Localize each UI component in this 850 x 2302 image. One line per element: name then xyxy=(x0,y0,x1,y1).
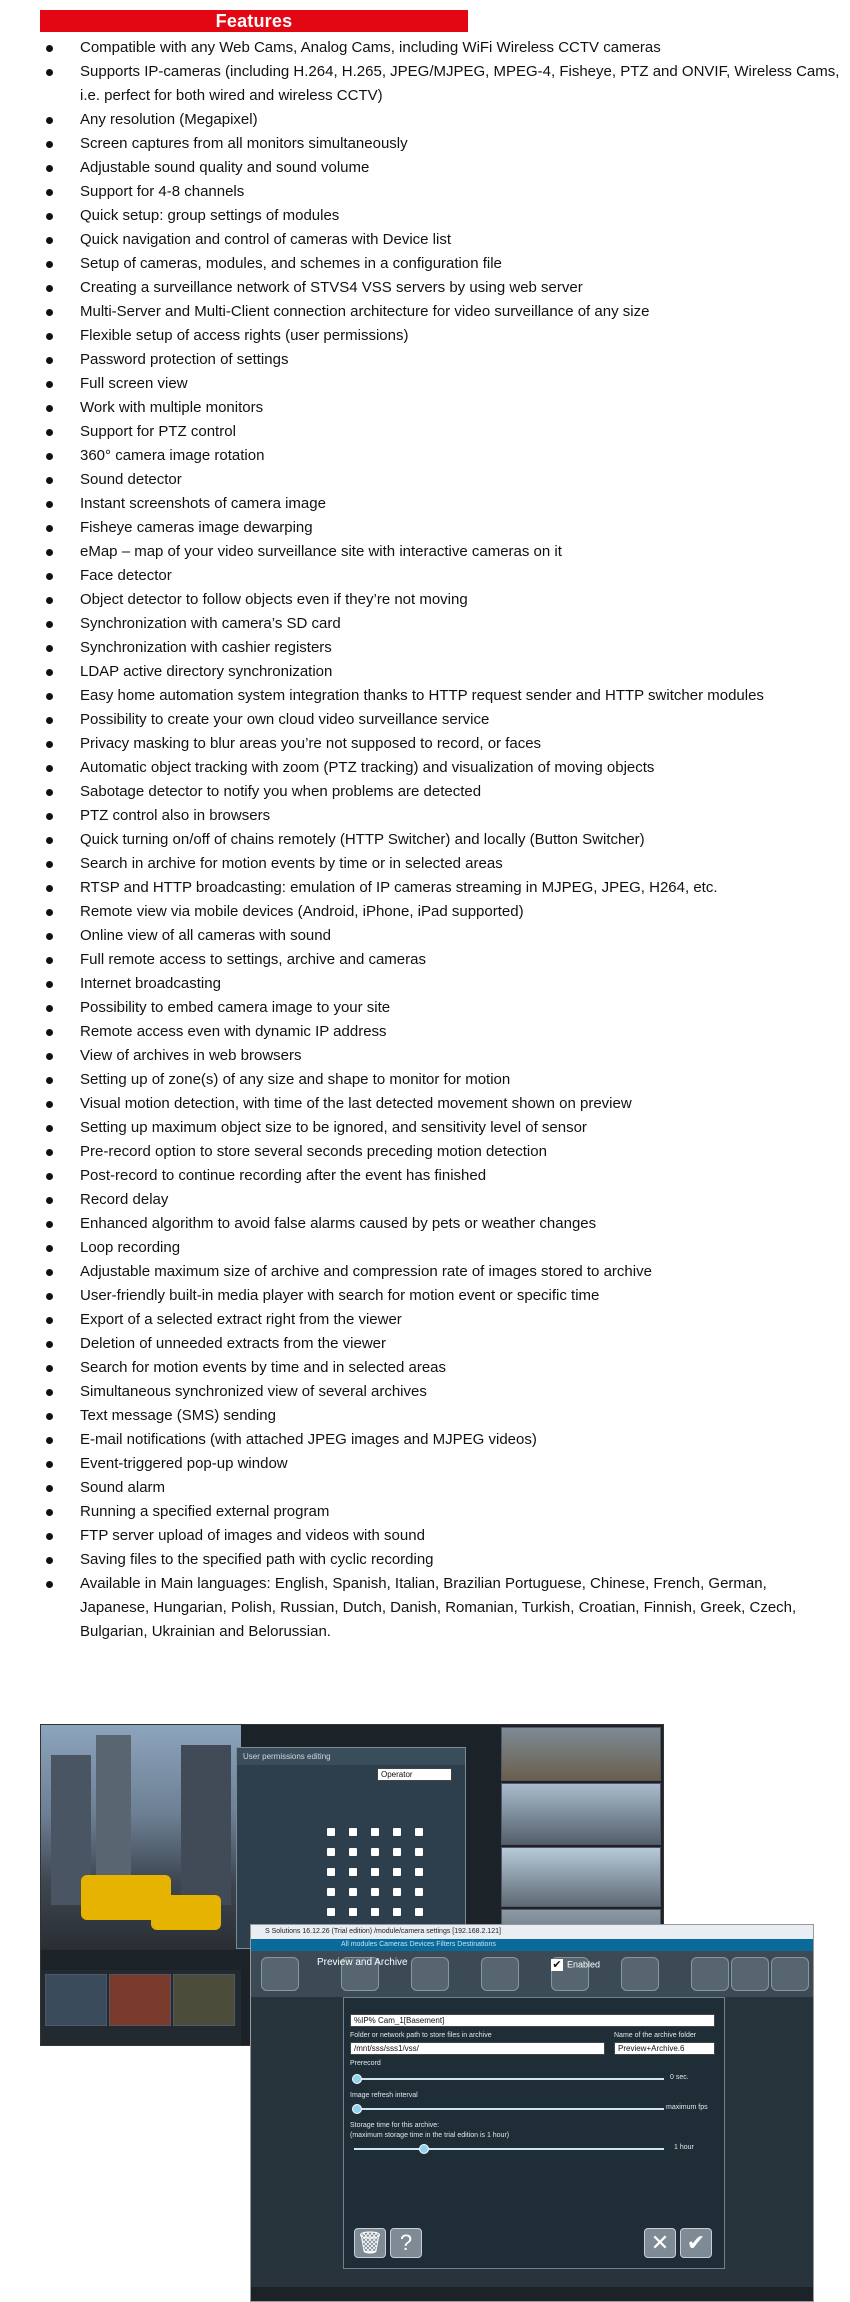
window-title: S Solutions 16.12.26 (Trial edition) /module/camera settings [192.168.2.121] xyxy=(251,1925,813,1939)
feature-text: 360° camera image rotation xyxy=(80,447,265,464)
feature-item xyxy=(30,1332,840,1356)
feature-text: Fisheye cameras image dewarping xyxy=(80,519,313,536)
bullet-icon xyxy=(46,861,53,868)
feature-item xyxy=(30,492,840,516)
feature-text: Setting up of zone(s) of any size and shape to monitor for motion xyxy=(80,1071,511,1088)
slider-knob[interactable] xyxy=(352,2104,362,2114)
feature-item xyxy=(30,924,840,948)
feature-text: Available in Main languages: English, Spanish, Italian, Brazilian Portuguese, Chinese, French, German, Japanese, Hungarian, Polish, Russian, Dutch, Danish, Romanian, Turkish, Croatian, Finnish, Greek, Czech, Bulgarian, Ukrainian and Belorussian. xyxy=(80,1575,797,1640)
feature-text: Automatic object tracking with zoom (PTZ tracking) and visualization of moving objects xyxy=(80,759,655,776)
bullet-icon xyxy=(46,117,53,124)
archive-folder-label: Name of the archive folder xyxy=(614,2032,697,2039)
feature-item xyxy=(30,876,840,900)
bullet-icon xyxy=(46,237,53,244)
feature-text: View of archives in web browsers xyxy=(80,1047,302,1064)
feature-item xyxy=(30,1068,840,1092)
bullet-icon xyxy=(46,1581,53,1588)
feature-text: Sabotage detector to notify you when problems are detected xyxy=(80,783,482,800)
feature-item xyxy=(30,900,840,924)
feature-text: Online view of all cameras with sound xyxy=(80,927,331,944)
slider-knob[interactable] xyxy=(419,2144,429,2154)
feature-text: Any resolution (Megapixel) xyxy=(80,111,258,128)
confirm-button[interactable]: ✔ xyxy=(680,2228,712,2258)
bullet-icon xyxy=(46,477,53,484)
bullet-icon xyxy=(46,1389,53,1396)
bullet-icon xyxy=(46,1149,53,1156)
module-icon[interactable] xyxy=(621,1957,659,1991)
bullet-icon xyxy=(46,1221,53,1228)
storage-value: 1 hour xyxy=(674,2144,694,2151)
thumbnail-strip xyxy=(41,1970,241,2045)
role-dropdown[interactable]: Operator xyxy=(377,1768,452,1781)
feature-text: Event-triggered pop-up window xyxy=(80,1455,288,1472)
feature-text: eMap – map of your video surveillance site with interactive cameras on it xyxy=(80,543,562,560)
feature-text: Creating a surveillance network of STVS4 VSS servers by using web server xyxy=(80,279,583,296)
feature-item xyxy=(30,780,840,804)
feature-item xyxy=(30,1428,840,1452)
user-permissions-dialog[interactable] xyxy=(236,1747,466,1949)
feature-item xyxy=(30,468,840,492)
settings-panel xyxy=(343,1997,725,2269)
bullet-icon xyxy=(46,1125,53,1132)
feature-item xyxy=(30,828,840,852)
bullet-icon xyxy=(46,1485,53,1492)
bullet-icon xyxy=(46,645,53,652)
feature-text: Face detector xyxy=(80,567,172,584)
feature-item xyxy=(30,1404,840,1428)
feature-item xyxy=(30,708,840,732)
feature-item xyxy=(30,540,840,564)
features-heading: Features xyxy=(40,10,468,32)
bullet-icon xyxy=(46,1461,53,1468)
feature-text: Visual motion detection, with time of the last detected movement shown on preview xyxy=(80,1095,632,1112)
feature-text: Flexible setup of access rights (user permissions) xyxy=(80,327,409,344)
feature-text: Search in archive for motion events by time or in selected areas xyxy=(80,855,503,872)
feature-text: Search for motion events by time and in selected areas xyxy=(80,1359,447,1376)
bullet-icon xyxy=(46,1077,53,1084)
feature-item xyxy=(30,1092,840,1116)
feature-text: Work with multiple monitors xyxy=(80,399,264,416)
bullet-icon xyxy=(46,1437,53,1444)
feature-item xyxy=(30,36,840,60)
feature-text: Multi-Server and Multi-Client connection architecture for video surveillance of any size xyxy=(80,303,650,320)
bullet-icon xyxy=(46,669,53,676)
bullet-icon xyxy=(46,717,53,724)
bullet-icon xyxy=(46,141,53,148)
feature-text: Quick setup: group settings of modules xyxy=(80,207,340,224)
feature-item xyxy=(30,804,840,828)
bullet-icon xyxy=(46,1053,53,1060)
feature-text: Possibility to embed camera image to your site xyxy=(80,999,391,1016)
feature-item xyxy=(30,1020,840,1044)
feature-item xyxy=(30,444,840,468)
feature-text: Adjustable sound quality and sound volume xyxy=(80,159,370,176)
name-field[interactable]: %IP% Cam_1[Basement] xyxy=(350,2014,715,2027)
bullet-icon xyxy=(46,69,53,76)
feature-item xyxy=(30,276,840,300)
feature-text: Support for PTZ control xyxy=(80,423,236,440)
bullet-icon xyxy=(46,165,53,172)
feature-item xyxy=(30,972,840,996)
feature-item xyxy=(30,564,840,588)
feature-item xyxy=(30,1380,840,1404)
feature-item xyxy=(30,1452,840,1476)
feature-item xyxy=(30,60,840,108)
feature-text: Record delay xyxy=(80,1191,169,1208)
feature-item xyxy=(30,1356,840,1380)
feature-text: Full remote access to settings, archive and cameras xyxy=(80,951,426,968)
ftp-icon[interactable] xyxy=(771,1957,809,1991)
feature-text: Internet broadcasting xyxy=(80,975,221,992)
bullet-icon xyxy=(46,1365,53,1372)
bullet-icon xyxy=(46,1269,53,1276)
bullet-icon xyxy=(46,357,53,364)
feature-item xyxy=(30,348,840,372)
bullet-icon xyxy=(46,1245,53,1252)
dialog-title: User permissions editing xyxy=(237,1748,465,1765)
camera-settings-screenshot xyxy=(250,1924,814,2302)
bullet-icon xyxy=(46,1341,53,1348)
refresh-value: maximum fps xyxy=(666,2104,708,2111)
bullet-icon xyxy=(46,1173,53,1180)
feature-text: User-friendly built-in media player with search for motion event or specific time xyxy=(80,1287,600,1304)
feature-text: Compatible with any Web Cams, Analog Cams, including WiFi Wireless CCTV cameras xyxy=(80,39,661,56)
feature-text: Remote access even with dynamic IP address xyxy=(80,1023,387,1040)
feature-text: Possibility to create your own cloud video surveillance service xyxy=(80,711,490,728)
bullet-icon xyxy=(46,333,53,340)
bullet-icon xyxy=(46,885,53,892)
feature-text: Simultaneous synchronized view of several archives xyxy=(80,1383,427,1400)
feature-text: Object detector to follow objects even if they’re not moving xyxy=(80,591,468,608)
storage-label: Storage time for this archive: xyxy=(350,2122,440,2129)
module-title: Preview and Archive xyxy=(317,1957,408,1968)
feature-text: Setup of cameras, modules, and schemes in a configuration file xyxy=(80,255,502,272)
feature-item xyxy=(30,948,840,972)
path-label: Folder or network path to store files in archive xyxy=(350,2032,492,2039)
feature-text: FTP server upload of images and videos with sound xyxy=(80,1527,425,1544)
feature-item xyxy=(30,1044,840,1068)
bullet-icon xyxy=(46,381,53,388)
feature-item xyxy=(30,180,840,204)
feature-item xyxy=(30,684,840,708)
feature-text: Post-record to continue recording after the event has finished xyxy=(80,1167,487,1184)
feature-item xyxy=(30,156,840,180)
bullet-icon xyxy=(46,213,53,220)
feature-item xyxy=(30,1476,840,1500)
feature-text: Export of a selected extract right from the viewer xyxy=(80,1311,402,1328)
feature-item xyxy=(30,1500,840,1524)
bullet-icon xyxy=(46,501,53,508)
feature-item xyxy=(30,1116,840,1140)
bullet-icon xyxy=(46,837,53,844)
enabled-toggle[interactable]: ✔ Enabled xyxy=(552,1959,601,1971)
delete-button[interactable]: 🗑 xyxy=(354,2228,386,2258)
feature-text: LDAP active directory synchronization xyxy=(80,663,333,680)
slider-knob[interactable] xyxy=(352,2074,362,2084)
feature-text: Supports IP-cameras (including H.264, H.265, JPEG/MJPEG, MPEG-4, Fisheye, PTZ and ONVIF, Wireless Cams, i.e. perfect for both wired and wireless CCTV) xyxy=(80,63,840,104)
feature-text: Adjustable maximum size of archive and compression rate of images stored to archive xyxy=(80,1263,652,1280)
feature-text: Synchronization with camera’s SD card xyxy=(80,615,341,632)
bullet-icon xyxy=(46,693,53,700)
feature-text: Instant screenshots of camera image xyxy=(80,495,326,512)
bullet-icon xyxy=(46,1533,53,1540)
module-icon[interactable] xyxy=(411,1957,449,1991)
bullet-icon xyxy=(46,1293,53,1300)
feature-item xyxy=(30,108,840,132)
feature-item xyxy=(30,396,840,420)
bullet-icon xyxy=(46,1101,53,1108)
feature-item xyxy=(30,756,840,780)
features-list xyxy=(30,36,840,1644)
bullet-icon xyxy=(46,549,53,556)
feature-text: Sound alarm xyxy=(80,1479,166,1496)
bullet-icon xyxy=(46,1005,53,1012)
feature-item xyxy=(30,588,840,612)
bullet-icon xyxy=(46,1029,53,1036)
ftp-icon[interactable] xyxy=(731,1957,769,1991)
feature-text: Screen captures from all monitors simultaneously xyxy=(80,135,408,152)
feature-item xyxy=(30,612,840,636)
feature-text: Running a specified external program xyxy=(80,1503,330,1520)
feature-item xyxy=(30,636,840,660)
bullet-icon xyxy=(46,813,53,820)
bullet-icon xyxy=(46,573,53,580)
feature-text: Full screen view xyxy=(80,375,188,392)
bullet-icon xyxy=(46,621,53,628)
feature-item xyxy=(30,1188,840,1212)
feature-item xyxy=(30,300,840,324)
feature-text: Text message (SMS) sending xyxy=(80,1407,276,1424)
feature-text: Password protection of settings xyxy=(80,351,289,368)
feature-text: Synchronization with cashier registers xyxy=(80,639,332,656)
refresh-label: Image refresh interval xyxy=(350,2092,418,2099)
feature-text: E-mail notifications (with attached JPEG images and MJPEG videos) xyxy=(80,1431,537,1448)
feature-item xyxy=(30,1572,840,1644)
prerecord-label: Prerecord xyxy=(350,2060,381,2067)
bullet-icon xyxy=(46,789,53,796)
feature-item xyxy=(30,1308,840,1332)
feature-item xyxy=(30,516,840,540)
feature-text: Pre-record option to store several seconds preceding motion detection xyxy=(80,1143,547,1160)
eye-icon[interactable] xyxy=(261,1957,299,1991)
feature-text: Deletion of unneeded extracts from the viewer xyxy=(80,1335,386,1352)
bullet-icon xyxy=(46,285,53,292)
feature-text: Remote view via mobile devices (Android, iPhone, iPad supported) xyxy=(80,903,524,920)
feature-item xyxy=(30,420,840,444)
screenshot-collage xyxy=(40,1724,812,2300)
path-field[interactable]: /mnt/sss/sss1/vss/ xyxy=(350,2042,605,2055)
feature-text: Easy home automation system integration thanks to HTTP request sender and HTTP switcher modules xyxy=(80,687,764,704)
bullet-icon xyxy=(46,261,53,268)
bullet-icon xyxy=(46,1317,53,1324)
feature-text: Privacy masking to blur areas you’re not supposed to record, or faces xyxy=(80,735,542,752)
feature-item xyxy=(30,1548,840,1572)
archive-folder-field[interactable]: Preview+Archive.6 xyxy=(614,2042,715,2055)
feature-item xyxy=(30,852,840,876)
feature-item xyxy=(30,252,840,276)
bullet-icon xyxy=(46,1413,53,1420)
feature-item xyxy=(30,228,840,252)
feature-item xyxy=(30,1236,840,1260)
module-icon[interactable] xyxy=(691,1957,729,1991)
feature-text: Loop recording xyxy=(80,1239,181,1256)
storage-slider[interactable] xyxy=(354,2148,664,2150)
bullet-icon xyxy=(46,597,53,604)
feature-text: Support for 4-8 channels xyxy=(80,183,245,200)
feature-item xyxy=(30,732,840,756)
feature-item xyxy=(30,660,840,684)
feature-item xyxy=(30,132,840,156)
module-icon[interactable] xyxy=(481,1957,519,1991)
feature-item xyxy=(30,372,840,396)
bullet-icon xyxy=(46,933,53,940)
feature-text: Sound detector xyxy=(80,471,182,488)
prerecord-value: 0 sec. xyxy=(670,2074,689,2081)
feature-item xyxy=(30,1260,840,1284)
feature-text: Quick navigation and control of cameras with Device list xyxy=(80,231,452,248)
bullet-icon xyxy=(46,1509,53,1516)
feature-item xyxy=(30,324,840,348)
bullet-icon xyxy=(46,309,53,316)
bullet-icon xyxy=(46,405,53,412)
bullet-icon xyxy=(46,909,53,916)
refresh-slider[interactable] xyxy=(354,2108,664,2110)
feature-item xyxy=(30,1524,840,1548)
bullet-icon xyxy=(46,45,53,52)
bullet-icon xyxy=(46,453,53,460)
feature-item xyxy=(30,204,840,228)
prerecord-slider[interactable] xyxy=(354,2078,664,2080)
city-camera-feed xyxy=(41,1725,241,1950)
bullet-icon xyxy=(46,741,53,748)
bullet-icon xyxy=(46,957,53,964)
feature-item xyxy=(30,1284,840,1308)
bullet-icon xyxy=(46,189,53,196)
module-tabs[interactable]: All modules Cameras Devices Filters Destinations xyxy=(251,1939,813,1951)
feature-text: RTSP and HTTP broadcasting: emulation of IP cameras streaming in MJPEG, JPEG, H264, etc. xyxy=(80,879,718,896)
feature-text: Saving files to the specified path with cyclic recording xyxy=(80,1551,434,1568)
cancel-button[interactable]: ✕ xyxy=(644,2228,676,2258)
bullet-icon xyxy=(46,981,53,988)
feature-text: PTZ control also in browsers xyxy=(80,807,271,824)
feature-item xyxy=(30,1140,840,1164)
feature-text: Enhanced algorithm to avoid false alarms caused by pets or weather changes xyxy=(80,1215,597,1232)
bullet-icon xyxy=(46,1557,53,1564)
feature-text: Quick turning on/off of chains remotely (HTTP Switcher) and locally (Button Switcher) xyxy=(80,831,645,848)
bullet-icon xyxy=(46,1197,53,1204)
feature-item xyxy=(30,1164,840,1188)
feature-text: Setting up maximum object size to be ignored, and sensitivity level of sensor xyxy=(80,1119,587,1136)
status-bar xyxy=(251,2287,813,2301)
help-button[interactable]: ? xyxy=(390,2228,422,2258)
feature-item xyxy=(30,996,840,1020)
feature-item xyxy=(30,1212,840,1236)
bullet-icon xyxy=(46,429,53,436)
bullet-icon xyxy=(46,765,53,772)
storage-note: (maximum storage time in the trial edition is 1 hour) xyxy=(350,2132,510,2139)
bullet-icon xyxy=(46,525,53,532)
